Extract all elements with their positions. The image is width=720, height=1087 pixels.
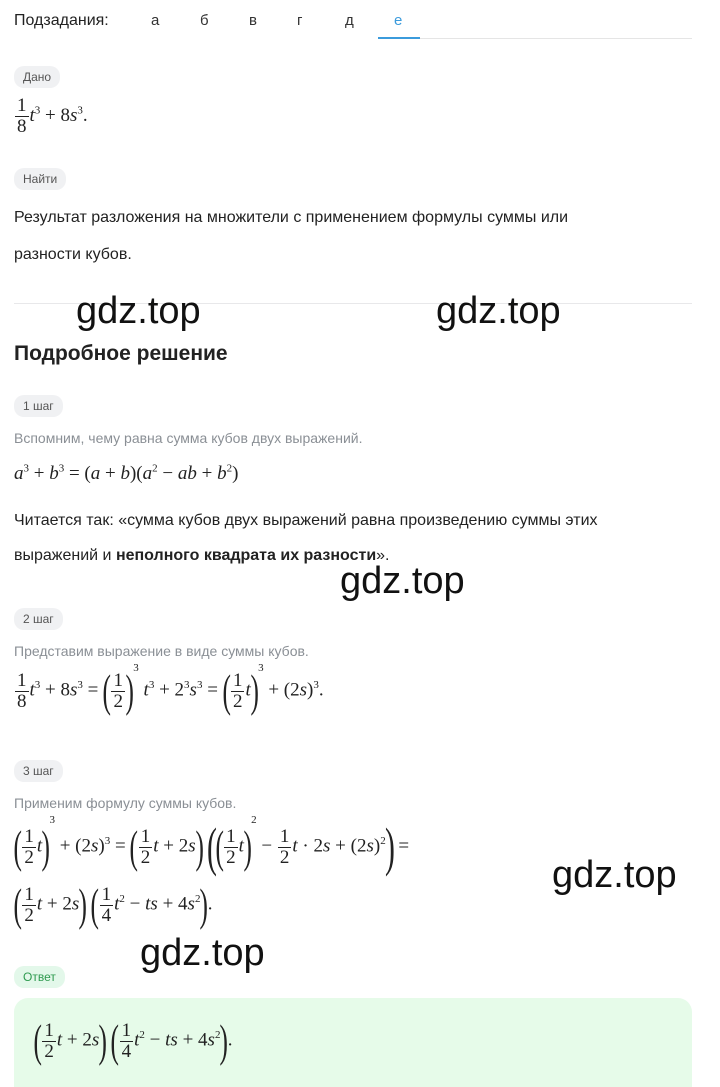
tabs-divider [420,38,692,39]
watermark: gdz.top [552,854,677,896]
given-expression: $\frac{1}{8}$ $t^3 + 8s^3$. [17,95,88,137]
step1-formula: $a^3 + b^3 = (a + b)(a^2$ − ab + $b^2$) [14,462,239,484]
watermark: gdz.top [436,290,561,332]
step3-hint: Применим формулу суммы кубов. [14,795,237,811]
watermark: gdz.top [340,560,465,602]
step3-formula-line2: ( $\frac{1}{2}$ t + 2s) ( $\frac{1}{4}$ $t^2$ − ts + $4s^2$). [13,879,213,930]
subtasks-label: Подзадания: [14,12,109,29]
step1-reading-line2: выражений и неполного квадрата их разности». [14,547,390,564]
active-tab-underline [378,37,420,39]
tab-v[interactable]: в [249,12,257,29]
step1-hint: Вспомним, чему равна сумма кубов двух выражений. [14,430,363,446]
step1-badge: 1 шаг [14,395,63,417]
answer-formula: ( $\frac{1}{2}$ t + 2s) ( $\frac{1}{4}$ $t^2$ − ts + $4s^2$). [33,1015,233,1066]
tab-a[interactable]: а [151,12,160,29]
tab-g[interactable]: г [297,12,303,29]
step2-hint: Представим выражение в виде суммы кубов. [14,643,309,659]
step2-formula: $\frac{1}{8}$ $t^3 + 8s^3$ = ( $\frac{1}{2}$ )3 $t^3 + 2^3s^3$ = ( $\frac{1}{2}$ $t)3 + (2s)^3$. [17,662,324,716]
step1-reading-bold: неполного квадрата их разности [115,547,377,564]
tab-b[interactable]: б [200,12,209,29]
watermark: gdz.top [140,932,265,974]
step1-reading-line1: Читается так: «сумма кубов двух выражений равна произведению суммы этих [14,512,598,529]
step3-formula-line1: ( $\frac{1}{2}$ $t)3 + (2s)^3$ = ( $\frac{1}{2}$ t + 2s) (( $\frac{1}{2}$ t)2 − $\frac{1}{2}$ $t \cdot 2s + (2s)^2$) = [13,814,410,877]
find-text-line1: Результат разложения на множители с применением формулы суммы или [14,209,569,226]
tab-d[interactable]: д [345,12,354,29]
tab-e[interactable]: е [394,12,403,29]
answer-badge: Ответ [14,966,65,988]
solution-title: Подробное решение [14,342,228,365]
step2-badge: 2 шаг [14,608,63,630]
find-text-line2: разности кубов. [14,246,132,263]
given-badge: Дано [14,66,60,88]
find-badge: Найти [14,168,66,190]
step3-badge: 3 шаг [14,760,63,782]
watermark: gdz.top [76,290,201,332]
